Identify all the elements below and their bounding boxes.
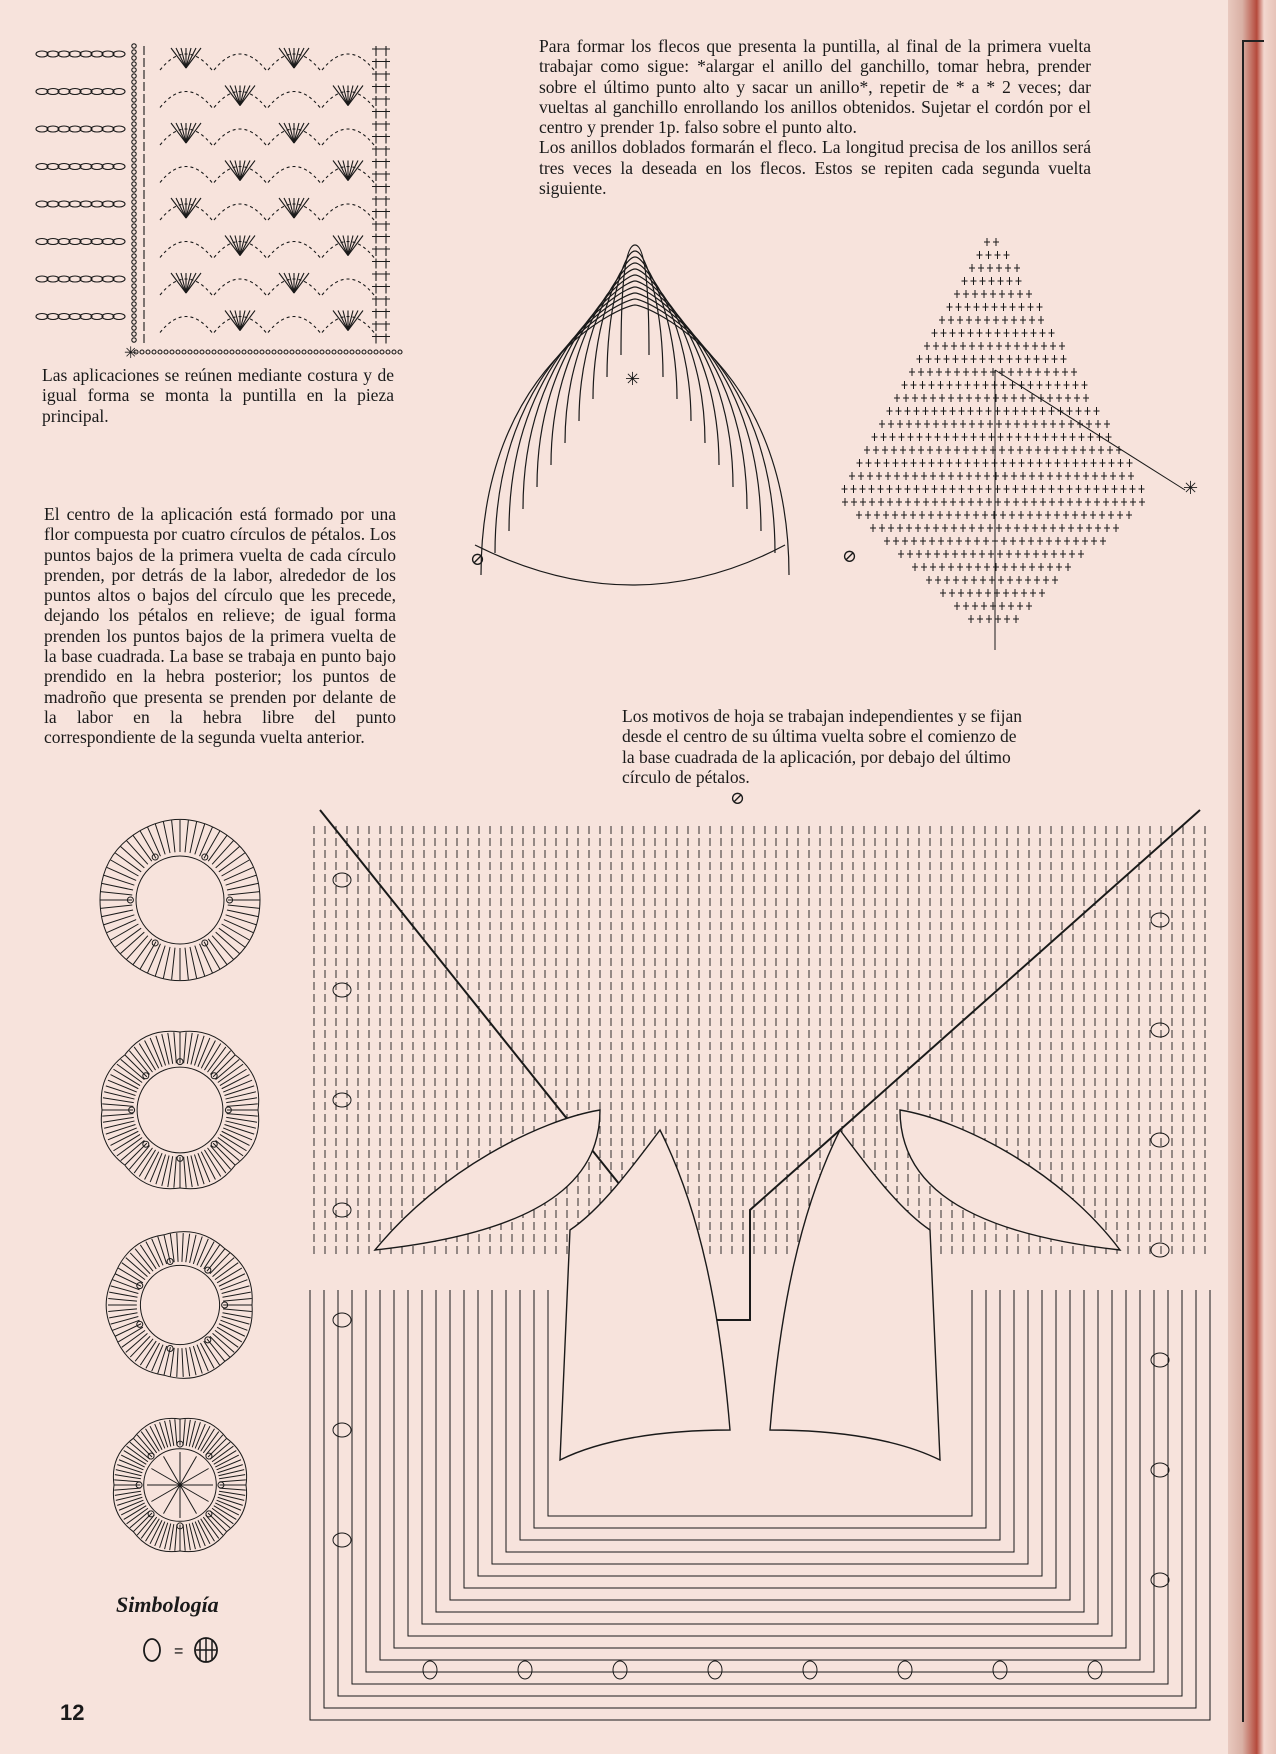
- joining-paragraph: Las aplicaciones se reúnen mediante costura y de igual forma se monta la puntilla en la pieza principal.: [42, 365, 394, 426]
- bobble-oval: [333, 1093, 351, 1107]
- edging-start-mark: ✳: [124, 345, 138, 362]
- leaf-spiral-start-mark: ✳: [625, 369, 641, 389]
- legend-equals: =: [174, 1643, 184, 1660]
- petal-circle: [106, 1232, 252, 1379]
- joining-text: [42, 365, 394, 426]
- fringe-intro-paragraph: Para formar los flecos que presenta la puntilla, al final de la primera vuelta trabajar como sigue: *alargar el anillo del ganchillo, tomar hebra, prender sobre el último punto alto y sacar un anillo*, repetir de * a * 2 veces; dar vueltas al ganchillo enrollando los anillos obtenidos. Sujetar el cordón por el centro y prender 1p. falso sobre el punto alto.: [539, 36, 1091, 138]
- leaf-stitch-chart-svg: [830, 230, 1199, 660]
- leaf-stitch-chart: [830, 230, 1199, 660]
- bobble-oval: [423, 1661, 437, 1679]
- center-text: [44, 504, 396, 748]
- leaf-spiral-end-mark: ⊘: [470, 549, 486, 569]
- leaf-spiral-rows: [475, 245, 789, 585]
- edging-chart-svg: [36, 40, 416, 360]
- bobble-oval: [518, 1661, 532, 1679]
- bobble-oval: [1151, 1023, 1169, 1037]
- square-base-chart-svg: [300, 790, 1220, 1730]
- bobble-oval: [1151, 1243, 1169, 1257]
- bobble-oval: [898, 1661, 912, 1679]
- petal-circles-svg: [80, 805, 280, 1565]
- bobble-oval: [613, 1661, 627, 1679]
- center-paragraph: El centro de la aplicación está formado por una flor compuesta por cuatro círculos de pétalos. Los puntos bajos de la primera vuelta de cada círculo prenden, por detrás de la labor, alrededor de los puntos altos o bajos del círculo que les precede, dejando los pétalos en relieve; de igual forma prenden los puntos bajos de la primera vuelta de la base cuadrada. La base se trabaja en punto bajo prendido en la hebra posterior; los puntos de madroño que presenta se prenden por delante de la labor en la hebra libre del punto correspondiente de la segunda vuelta anterior.: [44, 504, 396, 748]
- puff-stitch-icon: [195, 1638, 217, 1662]
- adjacent-page-edge: [1228, 0, 1276, 1754]
- leaf-stitch-start-mark: ✳: [1183, 478, 1199, 498]
- square-base-chart: [300, 790, 1220, 1730]
- edging-chart: [36, 40, 416, 360]
- leaves-paragraph: Los motivos de hoja se trabajan independientes y se fijan desde el centro de su última vuelta sobre el comienzo de la base cuadrada de la aplicación, por debajo del último círculo de pétalos.: [622, 706, 1022, 787]
- leaf-outline: [320, 810, 1200, 1320]
- leaf-petal-shapes: [375, 1110, 1120, 1460]
- bobble-oval: [708, 1661, 722, 1679]
- bobble-oval: [333, 1423, 351, 1437]
- bobble-oval: [1151, 1133, 1169, 1147]
- bobble-oval: [1088, 1661, 1102, 1679]
- legend-title: Simbología: [116, 1592, 219, 1617]
- bobble-oval: [803, 1661, 817, 1679]
- leaves-text: [622, 706, 1027, 787]
- square-end-mark: ⊘: [730, 788, 746, 808]
- page-number: 12: [60, 1700, 85, 1725]
- bobble-oval: [333, 1313, 351, 1327]
- bobble-oval: [333, 1533, 351, 1547]
- leaf-spiral-chart-svg: [470, 235, 800, 610]
- bobble-oval: [1151, 913, 1169, 927]
- edging-stitches: [36, 44, 402, 354]
- petal-circle: [101, 1031, 258, 1188]
- petal-circles-chart: [80, 805, 280, 1565]
- leaf-stitch-end-mark: ⊘: [842, 546, 858, 566]
- legend: [140, 1632, 240, 1668]
- leaf-spiral-chart: [470, 235, 800, 610]
- petal-circle: [113, 1418, 246, 1551]
- leaf-stitch-rows: [842, 238, 1186, 650]
- fringe-detail-paragraph: Los anillos doblados formarán el fleco. La longitud precisa de los anillos será tres veces la deseada en los flecos. Estos se repiten cada segunda vuelta siguiente.: [539, 137, 1091, 199]
- bobble-oval-icon: [144, 1639, 160, 1661]
- petal-circle: [100, 819, 260, 980]
- fringe-intro-text: [539, 36, 1091, 198]
- square-base-rows: [310, 873, 1210, 1720]
- bobble-oval: [993, 1661, 1007, 1679]
